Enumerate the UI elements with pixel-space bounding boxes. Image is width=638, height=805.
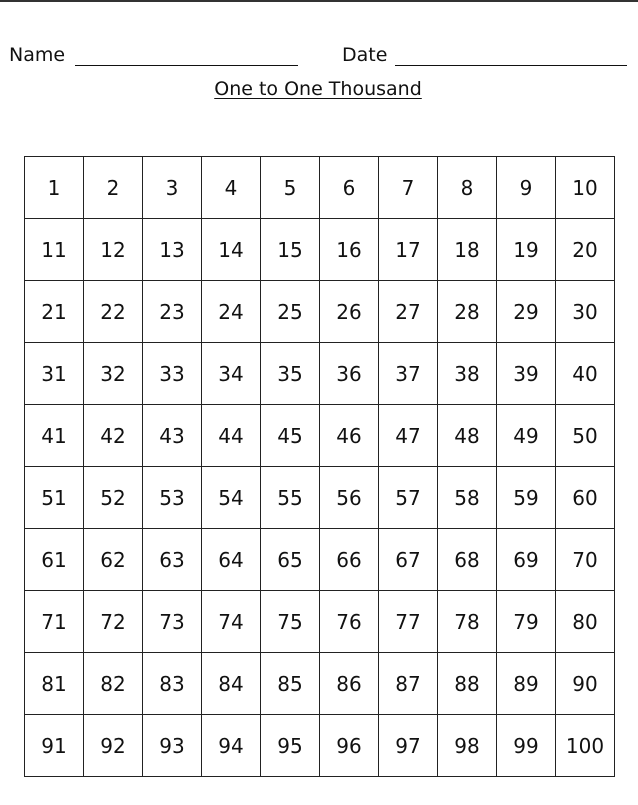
grid-cell: 61 [25,529,84,591]
grid-cell: 95 [261,715,320,777]
grid-cell: 76 [320,591,379,653]
grid-row [25,405,615,467]
grid-cell: 38 [438,343,497,405]
grid-cell: 23 [143,281,202,343]
date-fill-line [395,65,627,66]
grid-cell: 60 [556,467,615,529]
grid-cell: 12 [84,219,143,281]
grid-cell: 81 [25,653,84,715]
grid-cell: 40 [556,343,615,405]
grid-cell: 62 [84,529,143,591]
grid-cell: 94 [202,715,261,777]
grid-cell: 54 [202,467,261,529]
grid-cell: 98 [438,715,497,777]
grid-cell: 20 [556,219,615,281]
grid-cell: 46 [320,405,379,467]
grid-cell: 71 [25,591,84,653]
grid-cell: 52 [84,467,143,529]
grid-cell: 22 [84,281,143,343]
grid-cell: 10 [556,157,615,219]
grid-cell: 87 [379,653,438,715]
grid-cell: 34 [202,343,261,405]
grid-cell: 79 [497,591,556,653]
grid-cell: 88 [438,653,497,715]
grid-cell: 19 [497,219,556,281]
grid-row [25,653,615,715]
grid-cell: 63 [143,529,202,591]
grid-cell: 14 [202,219,261,281]
grid-cell: 50 [556,405,615,467]
grid-cell: 7 [379,157,438,219]
grid-cell: 70 [556,529,615,591]
grid-cell: 68 [438,529,497,591]
grid-cell: 67 [379,529,438,591]
grid-cell: 4 [202,157,261,219]
grid-cell: 100 [556,715,615,777]
grid-row [25,157,615,219]
grid-cell: 85 [261,653,320,715]
grid-cell: 86 [320,653,379,715]
grid-cell: 64 [202,529,261,591]
grid-cell: 32 [84,343,143,405]
grid-cell: 56 [320,467,379,529]
grid-cell: 89 [497,653,556,715]
grid-cell: 74 [202,591,261,653]
top-border-line [0,0,638,2]
grid-cell: 5 [261,157,320,219]
grid-cell: 47 [379,405,438,467]
grid-cell: 59 [497,467,556,529]
grid-cell: 33 [143,343,202,405]
grid-cell: 26 [320,281,379,343]
grid-cell: 97 [379,715,438,777]
grid-cell: 92 [84,715,143,777]
grid-cell: 2 [84,157,143,219]
grid-cell: 21 [25,281,84,343]
grid-cell: 57 [379,467,438,529]
name-fill-line [75,65,298,66]
grid-cell: 78 [438,591,497,653]
grid-cell: 49 [497,405,556,467]
grid-cell: 66 [320,529,379,591]
grid-cell: 84 [202,653,261,715]
grid-cell: 35 [261,343,320,405]
grid-cell: 15 [261,219,320,281]
grid-cell: 1 [25,157,84,219]
date-label: Date [342,44,388,66]
grid-cell: 72 [84,591,143,653]
grid-cell: 16 [320,219,379,281]
name-label: Name [9,44,66,66]
grid-cell: 6 [320,157,379,219]
grid-cell: 41 [25,405,84,467]
grid-cell: 31 [25,343,84,405]
grid-cell: 27 [379,281,438,343]
grid-cell: 29 [497,281,556,343]
grid-row [25,467,615,529]
grid-cell: 93 [143,715,202,777]
grid-cell: 48 [438,405,497,467]
grid-cell: 75 [261,591,320,653]
grid-cell: 28 [438,281,497,343]
grid-cell: 96 [320,715,379,777]
grid-cell: 80 [556,591,615,653]
grid-cell: 44 [202,405,261,467]
page-title: One to One Thousand [214,78,422,100]
grid-cell: 65 [261,529,320,591]
grid-cell: 11 [25,219,84,281]
grid-cell: 30 [556,281,615,343]
grid-cell: 3 [143,157,202,219]
grid-cell: 17 [379,219,438,281]
grid-cell: 55 [261,467,320,529]
grid-cell: 37 [379,343,438,405]
grid-cell: 51 [25,467,84,529]
grid-cell: 83 [143,653,202,715]
grid-cell: 13 [143,219,202,281]
grid-cell: 9 [497,157,556,219]
grid-row [25,343,615,405]
number-grid [24,156,615,777]
grid-row [25,529,615,591]
grid-cell: 25 [261,281,320,343]
grid-cell: 24 [202,281,261,343]
grid-cell: 53 [143,467,202,529]
grid-row [25,591,615,653]
grid-cell: 39 [497,343,556,405]
grid-cell: 91 [25,715,84,777]
worksheet-header [9,44,629,68]
grid-cell: 18 [438,219,497,281]
grid-row [25,281,615,343]
grid-cell: 73 [143,591,202,653]
grid-cell: 45 [261,405,320,467]
grid-cell: 43 [143,405,202,467]
grid-cell: 36 [320,343,379,405]
grid-cell: 99 [497,715,556,777]
grid-cell: 58 [438,467,497,529]
grid-cell: 82 [84,653,143,715]
grid-cell: 77 [379,591,438,653]
grid-cell: 42 [84,405,143,467]
grid-cell: 90 [556,653,615,715]
grid-cell: 8 [438,157,497,219]
grid-row [25,715,615,777]
grid-row [25,219,615,281]
grid-cell: 69 [497,529,556,591]
